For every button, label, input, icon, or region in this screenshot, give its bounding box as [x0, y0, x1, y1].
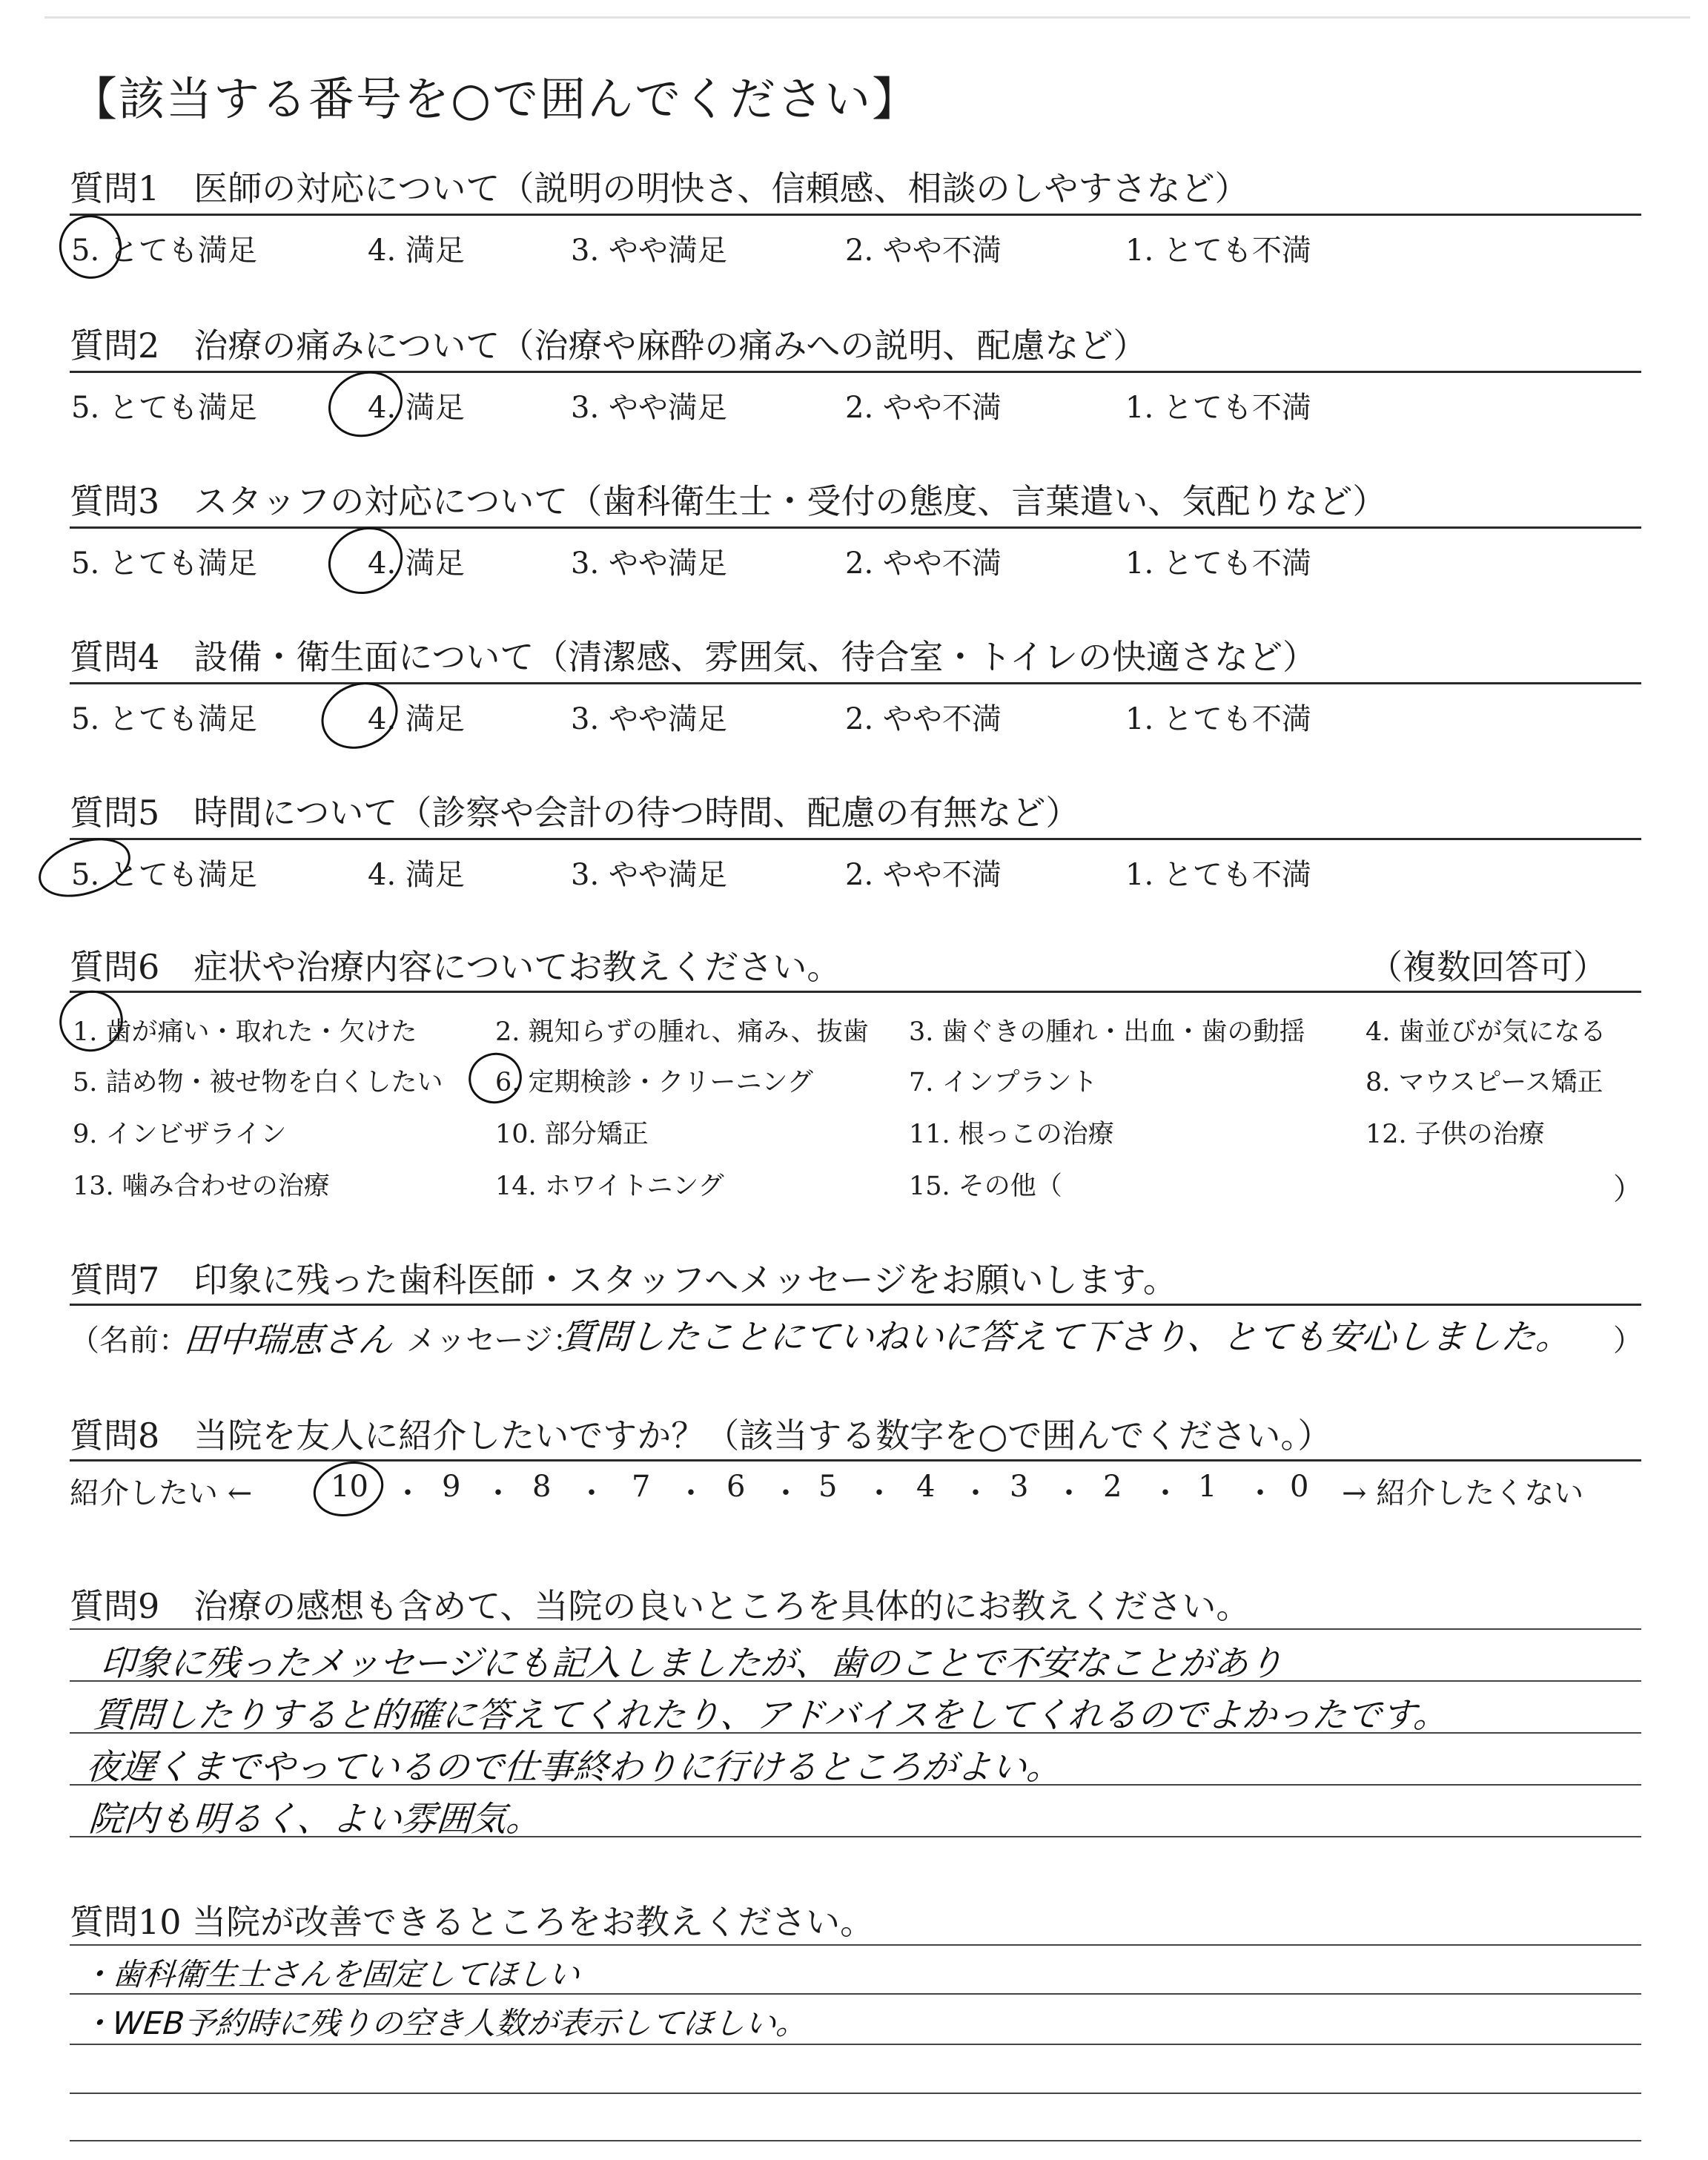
q4-option-1[interactable]: 1. とても不満 — [1125, 702, 1311, 736]
q4-option-5[interactable]: 5. とても満足 — [71, 702, 257, 736]
q3-option-2[interactable]: 2. やや不満 — [845, 546, 1002, 581]
q8-num-0[interactable]: 0 — [1290, 1470, 1309, 1504]
q8-num-4[interactable]: 4 — [916, 1470, 936, 1504]
q5-option-3[interactable]: 3. やや満足 — [571, 858, 727, 892]
q8-num-9[interactable]: 9 — [442, 1470, 461, 1504]
q6-option-13[interactable]: 13. 噛み合わせの治療 — [73, 1172, 330, 1201]
q4-option-2[interactable]: 2. やや不満 — [845, 702, 1002, 736]
q2-option-4[interactable]: 4. 満足 — [368, 391, 465, 425]
q8-rule — [70, 1459, 1641, 1462]
q8-dot: ・ — [771, 1476, 801, 1510]
q6-option-15[interactable]: 15. その他（ — [909, 1172, 1062, 1201]
q3-option-1[interactable]: 1. とても不満 — [1125, 546, 1311, 581]
q7-message-value[interactable]: 質問したことにていねいに答えて下さり、とても安心しました。 — [558, 1317, 1572, 1358]
q2-rule — [70, 371, 1641, 373]
q7-question: 質問7 印象に残った歯科医師・スタッフへメッセージをお願いします。 — [70, 1260, 1177, 1300]
q8-num-7[interactable]: 7 — [632, 1470, 651, 1504]
q8-question: 質問8 当院を友人に紹介したいですか？（該当する数字を○で囲んでください。） — [70, 1416, 1332, 1456]
form-title: 【該当する番号を○で囲んでください】 — [71, 72, 920, 126]
q6-close-paren: ） — [1613, 1172, 1643, 1206]
q7-name-label: （名前： — [70, 1324, 188, 1358]
q6-rule — [70, 991, 1641, 993]
q8-dot: ・ — [483, 1476, 513, 1510]
q8-num-1[interactable]: 1 — [1198, 1470, 1217, 1504]
q3-option-4[interactable]: 4. 満足 — [368, 546, 465, 581]
q6-option-12[interactable]: 12. 子供の治療 — [1366, 1120, 1545, 1149]
q8-dot: ・ — [864, 1476, 894, 1510]
q10-line-4 — [70, 2093, 1641, 2094]
q3-selected-circle — [318, 516, 413, 605]
q8-num-10[interactable]: 10 — [331, 1470, 368, 1504]
q10-line-5 — [70, 2140, 1641, 2141]
q4-question: 質問4 設備・衛生面について（清潔感、雰囲気、待合室・トイレの快適さなど） — [70, 637, 1317, 677]
q6-option-7[interactable]: 7. インプラント — [909, 1068, 1098, 1097]
q1-option-2[interactable]: 2. やや不満 — [845, 234, 1002, 268]
q8-num-8[interactable]: 8 — [532, 1470, 552, 1504]
q10-answer-line-1[interactable]: ・歯科衛生士さんを固定してほしい — [80, 1956, 581, 1992]
q8-dot: ・ — [676, 1476, 706, 1510]
q6-option-2[interactable]: 2. 親知らずの腫れ、痛み、抜歯 — [495, 1017, 869, 1047]
q8-num-2[interactable]: 2 — [1103, 1470, 1122, 1504]
q6-note: （複数回答可） — [1368, 947, 1607, 987]
q6-option-1[interactable]: 1. 歯が痛い・取れた・欠けた — [73, 1017, 417, 1047]
q2-option-1[interactable]: 1. とても不満 — [1125, 391, 1311, 425]
q1-option-4[interactable]: 4. 満足 — [368, 234, 465, 268]
q8-selected-circle — [307, 1453, 390, 1525]
q5-rule — [70, 838, 1641, 840]
q8-dot: ・ — [1245, 1476, 1275, 1510]
q1-option-5[interactable]: 5. とても満足 — [71, 234, 257, 268]
q1-question: 質問1 医師の対応について（説明の明快さ、信頼感、相談のしやすさなど） — [70, 168, 1249, 208]
q1-selected-circle — [50, 206, 130, 288]
q8-dot: ・ — [961, 1476, 990, 1510]
q9-line-1 — [70, 1628, 1641, 1630]
q6-option-14[interactable]: 14. ホワイトニング — [495, 1172, 724, 1201]
q6-option-11[interactable]: 11. 根っこの治療 — [909, 1120, 1114, 1149]
q4-rule — [70, 682, 1641, 684]
q10-question: 質問10 当院が改善できるところをお教えください。 — [70, 1902, 875, 1942]
q1-option-3[interactable]: 3. やや満足 — [571, 234, 727, 268]
q2-selected-circle — [319, 360, 413, 448]
q8-left-label: 紹介したい ← — [70, 1476, 253, 1510]
q6-option-4[interactable]: 4. 歯並びが気になる — [1366, 1017, 1606, 1047]
q5-option-1[interactable]: 1. とても不満 — [1125, 858, 1311, 892]
q9-answer-line-2[interactable]: 質問したりすると的確に答えてくれたり、アドバイスをしてくれるのでよかったです。 — [91, 1695, 1450, 1736]
q6-option-8[interactable]: 8. マウスピース矯正 — [1366, 1068, 1603, 1097]
q8-dot: ・ — [393, 1476, 423, 1510]
q5-option-5[interactable]: 5. とても満足 — [71, 858, 257, 892]
q9-answer-line-4[interactable]: 院内も明るく、よい雰囲気。 — [87, 1799, 543, 1840]
q2-question: 質問2 治療の痛みについて（治療や麻酔の痛みへの説明、配慮など） — [70, 326, 1148, 366]
top-border — [44, 16, 1690, 19]
q3-option-5[interactable]: 5. とても満足 — [71, 546, 257, 581]
q6-selected-circle-6 — [462, 1046, 528, 1111]
q10-line-3 — [70, 2044, 1641, 2045]
q9-answer-line-3[interactable]: 夜遅くまでやっているので仕事終わりに行けるところがよい。 — [84, 1747, 1063, 1788]
q1-rule — [70, 214, 1641, 216]
q3-question: 質問3 スタッフの対応について（歯科衛生士・受付の態度、言葉遣い、気配りなど） — [70, 481, 1387, 521]
q6-question: 質問6 症状や治療内容についてお教えください。 — [70, 947, 841, 987]
q8-dot: ・ — [1151, 1476, 1180, 1510]
q7-name-value[interactable]: 田中瑞恵さん — [182, 1320, 394, 1361]
q8-num-6[interactable]: 6 — [726, 1470, 746, 1504]
q3-option-3[interactable]: 3. やや満足 — [571, 546, 727, 581]
q1-option-1[interactable]: 1. とても不満 — [1125, 234, 1311, 268]
q5-option-4[interactable]: 4. 満足 — [368, 858, 465, 892]
q8-dot: ・ — [577, 1476, 606, 1510]
q5-question: 質問5 時間について（診察や会計の待つ時間、配慮の有無など） — [70, 793, 1080, 833]
q8-num-3[interactable]: 3 — [1010, 1470, 1029, 1504]
q10-answer-line-2[interactable]: ・WEB予約時に残りの空き人数が表示してほしい。 — [80, 2005, 809, 2041]
q2-option-2[interactable]: 2. やや不満 — [845, 391, 1002, 425]
q3-rule — [70, 526, 1641, 529]
q7-rule — [70, 1304, 1641, 1306]
q6-option-9[interactable]: 9. インビザライン — [73, 1120, 287, 1149]
q6-option-6[interactable]: 6. 定期検診・クリーニング — [495, 1068, 813, 1097]
q8-num-5[interactable]: 5 — [818, 1470, 838, 1504]
q5-option-2[interactable]: 2. やや不満 — [845, 858, 1002, 892]
q4-option-3[interactable]: 3. やや満足 — [571, 702, 727, 736]
q2-option-5[interactable]: 5. とても満足 — [71, 391, 257, 425]
q9-answer-line-1[interactable]: 印象に残ったメッセージにも記入しましたが、歯のことで不安なことがあり — [99, 1643, 1285, 1684]
q4-option-4[interactable]: 4. 満足 — [368, 702, 465, 736]
q6-option-10[interactable]: 10. 部分矯正 — [495, 1120, 649, 1149]
q7-close-paren: ） — [1613, 1324, 1643, 1358]
q6-option-5[interactable]: 5. 詰め物・被せ物を白くしたい — [73, 1068, 443, 1097]
q9-question: 質問9 治療の感想も含めて、当院の良いところを具体的にお教えください。 — [70, 1586, 1251, 1626]
q10-line-1 — [70, 1944, 1641, 1946]
q8-dot: ・ — [1054, 1476, 1084, 1510]
q8-right-label: → 紹介したくない — [1342, 1476, 1584, 1510]
q2-option-3[interactable]: 3. やや満足 — [571, 391, 727, 425]
q6-option-3[interactable]: 3. 歯ぐきの腫れ・出血・歯の動揺 — [909, 1017, 1305, 1047]
q7-message-label: メッセージ： — [406, 1324, 583, 1358]
